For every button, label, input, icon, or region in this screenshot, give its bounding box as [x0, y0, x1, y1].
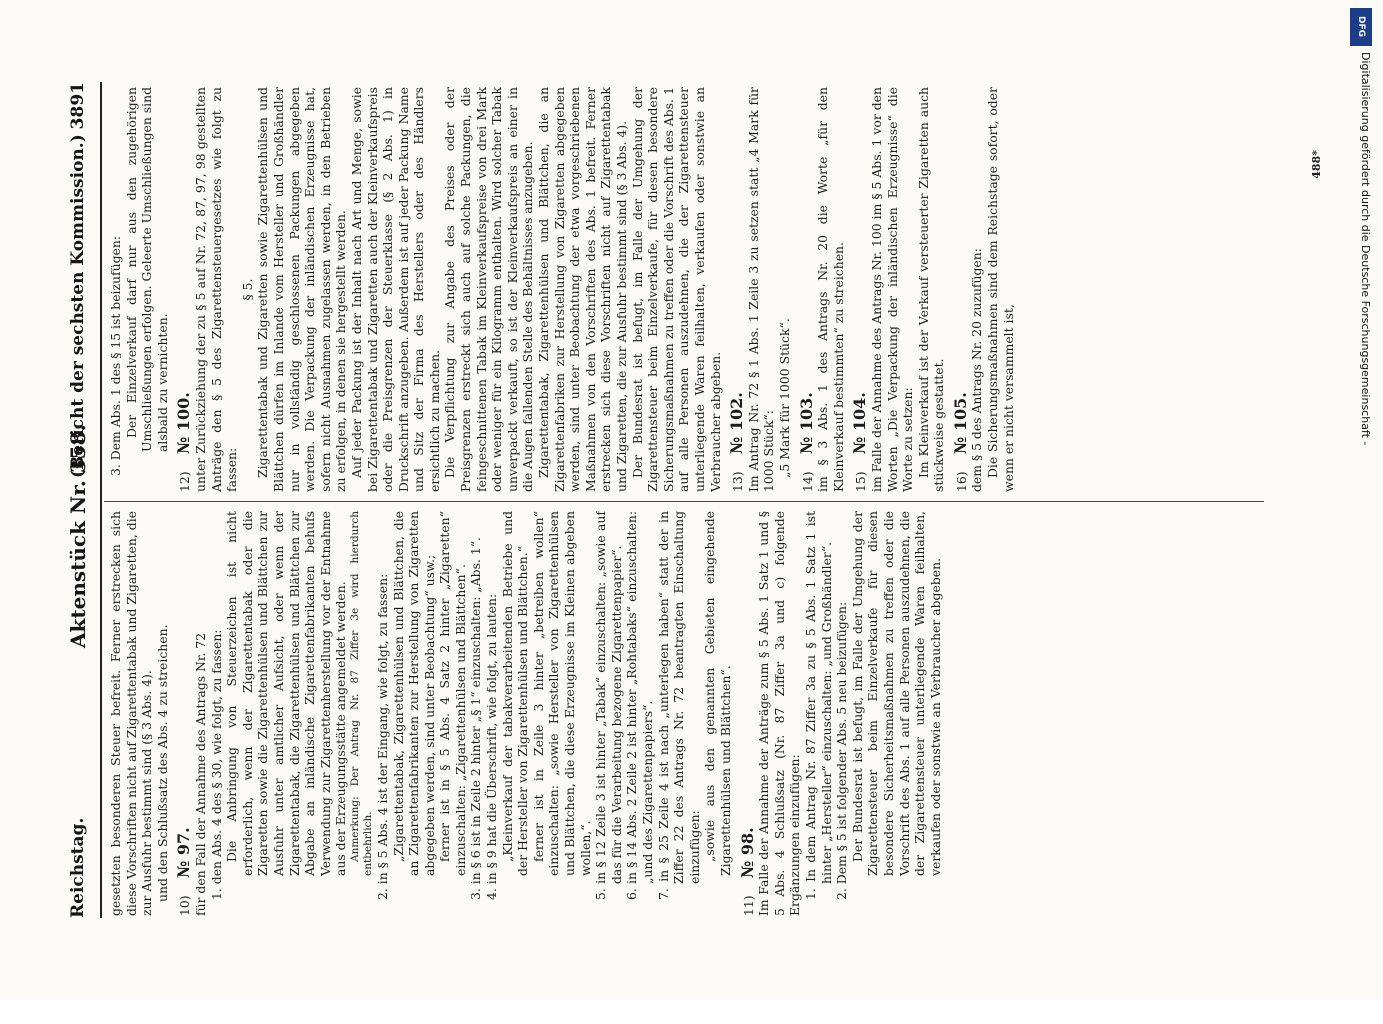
left-column [108, 511, 1278, 916]
entry-12 [176, 87, 193, 492]
list-item: 7. in § 25 Zeile 4 ist nach „unterlegen haben“ statt der in Ziffer 22 des Antrags Nr. 72 beantragten Einschaltung einzufügen: [655, 511, 702, 900]
list-item: 5. in § 12 Zeile 3 ist hinter „Tabak“ einzuschalten: „sowie auf das für die Verarbeitung bezogene Zigarettenpapier“. [593, 511, 624, 900]
note: Anmerkung: Der Antrag Nr. 87 Ziffer 3e wird hierdurch entbehrlich. [348, 511, 374, 876]
entry-title: № 97. [174, 827, 194, 879]
dfg-logo: DFG [1350, 8, 1372, 46]
paragraph: Im Kleinverkauf ist der Verkauf versteuerter Zigaretten auch stückweise gestattet. [915, 87, 947, 492]
paragraph: gesetzten besonderen Steuer befreit. Ferner erstrecken sich diese Vorschriften nicht auf Zigarettentabak und Zigaretten, die zur Ausfuhr bestimmt sind (§ 3 Abs. 4). [108, 511, 155, 916]
paragraph: Im Falle der Annahme der Anträge zum § 5 Abs. 1 Satz 1 und § 5 Abs. 4 Schlußsatz (Nr. 87 Ziffer 3a und c) folgende Ergänzungen einzufügen: [756, 511, 803, 916]
entry-number: 11) [740, 895, 756, 916]
paragraph: Die Sicherungsmaßnahmen sind dem Reichstage sofort, oder wenn er nicht versammelt ist, [985, 87, 1016, 492]
paragraph: Die Anbringung von Steuerzeichen ist nicht erforderlich, wenn der Zigarettentabak oder die Zigaretten sowie die Zigarettenhülsen und Blättchen zur Ausfuhr unter amtlicher Aufsicht, oder wenn der Zigarettentabak, die Zigarettenhülsen und Blättchen zur Abgabe an inländische Zigarettenfabrikanten behufs Verwendung zur Zigarettenherstellung vor der Entnahme aus der Erzeugungsstätte angemeldet werden. [224, 511, 349, 876]
paragraph: Der Einzelverkauf darf nur aus den zugehörigen Umschließungen erfolgen. Geleerte Umschließungen sind alsbald zu vernichten. [123, 87, 170, 452]
entry-number: 16) [953, 471, 969, 492]
paragraph: Der Bundesrat ist befugt, im Falle der Umgehung der Zigarettensteuer beim Einzelverkaufe für diesen besondere Sicherheitsmaßnahmen zu treffen oder die Vorschrift des Abs. 1 auf alle Personen auszudehnen, die der Zigarettensteuer unterliegende Waren feilhalten, verkaufen oder sonstwie an Verbraucher abgeben. [849, 511, 943, 876]
paragraph: ferner ist in Zeile 3 hinter „betreiben wollen“ einzuschalten: „sowie Hersteller von Zigarettenhülsen und Blättchen, die diese Erzeugnisse im Kleinen abgeben wollen,“. [530, 511, 593, 876]
entry-number: 10) [177, 895, 193, 916]
entry-13 [729, 87, 746, 492]
list-item: 2. in § 5 Abs. 4 ist der Eingang, wie folgt, zu fassen: [374, 573, 390, 900]
entry-number: 13) [730, 471, 746, 492]
paragraph: dem § 5 des Antrags Nr. 20 zuzufügen: [969, 248, 985, 492]
paragraph: und den Schlußsatz des Abs. 4 zu streichen. [154, 624, 170, 902]
entry-title: № 104. [850, 392, 870, 455]
paragraph: Im Antrag Nr. 72 § 1 Abs. 1 Zeile 3 zu setzen statt „4 Mark für 1000 Stück“: [745, 87, 777, 492]
paragraph: im § 3 Abs. 1 des Antrags Nr. 20 die Worte „für den Kleinverkauf bestimmten“ zu streichen. [815, 87, 846, 492]
paragraph: Der Bundesrat ist befugt, im Falle der Umgehung der Zigarettensteuer beim Einzelverkaufe, für diesen besondere Sicherungsmaßnahmen zu treffen oder die Vorschrift des Abs. 1 auf alle Personen auszudehnen, die der Zigarettensteuer unterliegende Waren feilhalten, verkaufen oder sonstwie an Verbraucher abgeben. [629, 87, 723, 492]
page-header [60, 82, 102, 918]
paragraph: Die Verpflichtung zur Angabe des Preises oder der Preisgrenzen erstreckt sich auch auf solche Packungen, die feingeschnittenen Tabak im Kleinverkaufspreise von drei Mark oder weniger für ein Kilogramm enthalten. Wird solcher Tabak unverpackt verkauft, so ist der Kleinverkaufspreis an einer in die Augen fallenden Stelle des Behältnisses anzugeben. [442, 87, 536, 492]
entry-number: 15) [853, 471, 869, 492]
header-reichstag: Reichstag. [68, 817, 88, 918]
list-item: 6. in § 14 Abs. 2 Zeile 2 ist hinter „Rohtabaks“ einzuschalten: „und des Zigarettenpapiers“. [624, 511, 655, 900]
signature-mark: 488* [1310, 150, 1323, 179]
entry-title: № 102. [727, 392, 747, 455]
list-item: 1. In dem Antrag Nr. 87 Ziffer 3a zu § 5 Abs. 1 Satz 1 ist hinter „Hersteller“ einzuschalten: „und Großhändler“. [802, 511, 834, 900]
entry-11 [737, 511, 757, 916]
paragraph: „Kleinverkauf der tabakverarbeitenden Betriebe und der Hersteller von Zigarettenhülsen und Blättchen.“ [499, 511, 531, 876]
paragraph: Zigarettentabak, Zigarettenhülsen und Blättchen, die an Zigarettenfabriken zur Herstellung von Zigaretten abgegeben werden, sind unter Beobachtung der etwa vorgeschriebenen Maßnahmen von den Vorschriften des Abs. 1 befreit. Ferner erstrecken sich diese Vorschriften nicht auf Zigarettentabak und Zigaretten, die zur Ausfuhr bestimmt sind (§ 3 Abs. 4). [536, 87, 629, 492]
entry-title: № 103. [796, 392, 816, 455]
entry-14 [796, 87, 816, 492]
header-aktenstueck: Aktenstück Nr. 358. [66, 424, 90, 648]
list-item: 1. den Abs. 4 des § 30, wie folgt, zu fassen: [208, 629, 224, 900]
entry-16 [950, 87, 970, 492]
page-number: 3891 [68, 82, 88, 130]
paragraph: ferner ist in § 5 Abs. 4 Satz 2 hinter „Zigaretten“ einzuschalten: „Zigarettenhülsen und Blättchen“. [437, 511, 468, 876]
paragraph: „Zigarettentabak, Zigarettenhülsen und Blättchen, die an Zigarettenfabrikanten zur Herstellung von Zigaretten abgegeben werden, sind unter Beobachtung“ usw.; [390, 511, 437, 876]
entry-title: № 105. [950, 392, 970, 455]
paragraph: „sowie aus den genannten Gebieten eingehende Zigarettenhülsen und Blättchen“. [702, 511, 733, 876]
entry-title: № 98. [737, 827, 757, 879]
paragraph: im Falle der Annahme des Antrags Nr. 100 im § 5 Abs. 1 vor den Worten „Die Verpackung der inländischen Erzeugnisse“ die Worte zu setzen: [868, 87, 916, 492]
digitization-credit: Digitalisierung gefördert durch die Deutsche Forschungsgemeinschaft - [1359, 52, 1372, 446]
entry-number: 12) [177, 471, 193, 492]
list-item: 3. Dem Abs. 1 des § 15 ist beizufügen: [108, 235, 123, 476]
paragraph: unter Zurückziehung der zu § 5 auf Nr. 72, 87, 97, 98 gestellten Anträge den § 5 des Zigarettensteuergesetzes wie folgt zu fassen: [192, 87, 240, 492]
list-item: 4. in § 9 hat die Überschrift, wie folgt, zu lauten: [484, 593, 500, 900]
paragraph: Auf jeder Packung ist der Inhalt nach Art und Menge, sowie bei Zigarettentabak und Zigaretten auch der Kleinverkaufspreis oder die Preisgrenzen der Steuerklasse (§ 2 Abs. 1) in Druckschrift anzugeben. Außerdem ist auf jeder Packung Name und Sitz der Firma des Herstellers oder des Händlers ersichtlich zu machen. [348, 87, 442, 492]
entry-15 [852, 87, 869, 492]
list-item: 2. Dem § 5 ist folgender Abs. 5 neu beizufügen: [834, 601, 850, 900]
header-title: (Bericht der sechsten Kommission.) [68, 134, 88, 478]
list-item: 3. in § 6 ist in Zeile 2 hinter „§ 1“ einzuschalten: „Abs. 1“. [468, 537, 484, 900]
entry-number: 14) [799, 471, 815, 492]
entry-title: № 100. [174, 392, 194, 455]
paragraph: für den Fall der Annahme des Antrags Nr. 72 [192, 632, 208, 916]
paragraph: „5 Mark für 1000 Stück“. [776, 318, 792, 478]
column-divider [104, 501, 1264, 502]
section-heading: § 5. [239, 278, 255, 301]
paragraph: Zigarettentabak und Zigaretten sowie Zigarettenhülsen und Blättchen dürfen im Inlande vom Hersteller und Großhändler nur in vollständig geschlossenen Packungen abgegeben werden. Die Verpackung der inländischen Erzeugnisse hat, sofern nicht Ausnahmen zugelassen werden, in den Betrieben zu erfolgen, in denen sie hergestellt werden. [255, 87, 349, 492]
entry-10 [176, 511, 193, 916]
right-column [108, 87, 1278, 492]
